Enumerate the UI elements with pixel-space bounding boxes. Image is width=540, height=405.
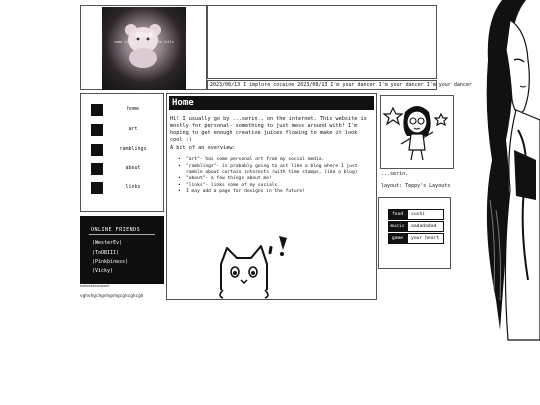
nav-panel (80, 93, 164, 212)
list-item: • I may add a page for designs in the future! (178, 189, 373, 195)
nav-square-icon (91, 124, 103, 136)
nav-item-ramblings[interactable] (91, 144, 161, 158)
fact-value: aadadadad (407, 221, 444, 232)
fact-value: your heart (407, 233, 444, 244)
header-banner (207, 5, 437, 79)
nav-item-home[interactable] (91, 104, 161, 118)
nav-item-about[interactable] (91, 163, 161, 177)
divider (89, 234, 155, 235)
site-subtitle: some tiny text under the title (114, 40, 174, 44)
friend-link[interactable]: (Pinkbiness) (92, 259, 129, 265)
nav-item-links[interactable] (91, 182, 161, 196)
nav-square-icon (91, 144, 103, 156)
online-friends-title: ONLINE FRIENDS (91, 227, 141, 233)
site-logo (102, 7, 186, 90)
fact-key: food (388, 209, 407, 220)
friend-link[interactable]: (Vicky) (92, 268, 114, 274)
fact-key: game (388, 233, 407, 244)
friend-link[interactable]: (WesterEv) (92, 240, 123, 246)
fact-value: sushi (407, 209, 444, 220)
sidebar-note: vghvhgchgvhgvhgcghcghcgh (80, 294, 144, 299)
marquee-text: 2023/08/13 I implore cocaine 2023/08/13 I'm your dancer I'm your dancer I'm your dancer (210, 82, 472, 88)
nav-square-icon (91, 104, 103, 116)
list-item: • "art"- has some personal art from my social media. (178, 157, 373, 163)
nav-square-icon (91, 163, 103, 175)
marquee-bar (207, 80, 472, 90)
fact-key: music (388, 221, 407, 232)
intro-paragraph: Hi! I usually go by ...serin., on the internet. This website is mostly for personal- something to just mess around with! I'm hoping to get enough creative juices flowing to make it look cool :) (170, 116, 367, 143)
nav-label: about (125, 165, 141, 171)
nav-square-icon (91, 182, 103, 194)
self-portrait-doodle-icon (383, 98, 451, 166)
nav-label: home (126, 106, 140, 112)
self-portrait-box (380, 95, 454, 169)
character-illustration-icon (466, 0, 540, 340)
list-item: • "links"- links some of my socials. (178, 183, 373, 189)
cat-doodle-icon (207, 234, 317, 300)
site-title: GOsh (134, 31, 154, 39)
header-icon-box (80, 5, 207, 90)
favorites-panel (378, 197, 451, 269)
layout-credit-link[interactable]: layout: Teppy's Layouts (381, 183, 451, 189)
button-links[interactable]: babbabbeaaaaah (80, 284, 110, 288)
list-item: • "about"- a few things about me! (178, 176, 373, 182)
page-title: Home (169, 96, 374, 110)
overview-title: A bit of an overview: (170, 145, 236, 151)
nav-label: art (128, 126, 138, 132)
online-friends-panel (80, 216, 164, 284)
nav-item-art[interactable] (91, 124, 161, 138)
main-content-panel (166, 93, 377, 300)
bear-plush-icon (122, 21, 164, 67)
profile-name: ...serin. (381, 171, 409, 177)
fact-row (388, 221, 444, 232)
list-item: • "ramblings"- is probably going to act like a blog where I just ramble about certain interests (with time stamps, like a blog) (178, 164, 373, 176)
overview-list (178, 157, 373, 196)
nav-label: links (125, 184, 141, 190)
nav-label: ramblings (119, 146, 147, 152)
fact-row (388, 209, 444, 220)
friend-link[interactable]: (ToOBIII) (92, 250, 120, 256)
fact-row (388, 233, 444, 244)
